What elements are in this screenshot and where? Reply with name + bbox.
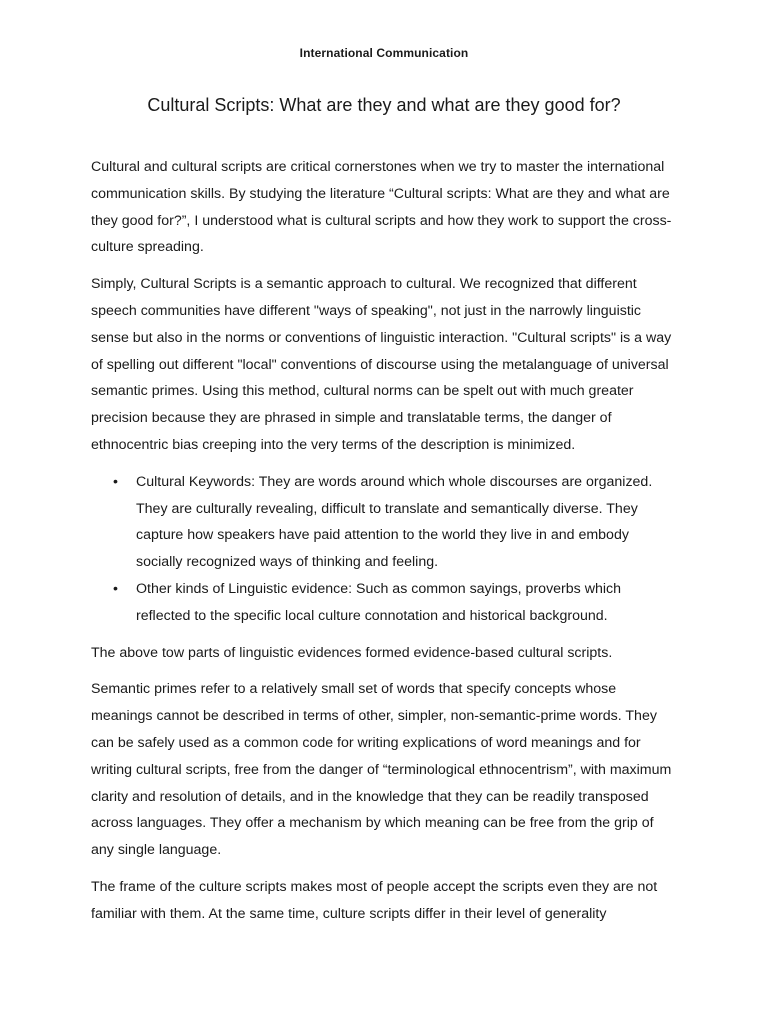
paragraph-semantic-primes: Semantic primes refer to a relatively small set of words that specify concepts whose meanings cannot be described in terms of other, simpler, non-semantic-prime words. They can be safely used as a common code for writing explications of word meanings and for writing cultural scripts, free from the danger of “terminological ethnocentrism”, with maximum clarity and resolution of details, and in the knowledge that they can be readily transposed across languages. They offer a mechanism by which meaning can be free from the grip of any single language. [91, 681, 672, 859]
paragraph-definition: Simply, Cultural Scripts is a semantic approach to cultural. We recognized that different speech communities have different "ways of speaking", not just in the narrowly linguistic sense but also in the norms or conventions of linguistic interaction. "Cultural scripts" is a way of spelling out different "local" conventions of discourse using the metalanguage of universal semantic primes. Using this method, cultural norms can be spelt out with much greater precision because they are phrased in simple and translatable terms, the danger of ethnocentric bias creeping into the very terms of the description is minimized. [91, 276, 672, 453]
paragraph-summary: The above tow parts of linguistic evidences formed evidence-based cultural scripts. [91, 644, 613, 661]
list-item-text: Other kinds of Linguistic evidence: Such as common sayings, proverbs which reflected to the specific local culture connotation and historical background. [136, 580, 621, 624]
running-header: International Communication [299, 46, 469, 60]
list-item-text: Cultural Keywords: They are words around which whole discourses are organized. They are culturally revealing, difficult to translate and semantically diverse. They capture how speakers have paid attention to the world they live in and embody socially recognized ways of thinking and feeling. [136, 473, 653, 571]
bullet-icon: • [113, 580, 118, 597]
bullet-list [91, 469, 679, 630]
document-title: Cultural Scripts: What are they and what are they good for? [147, 95, 621, 115]
list-item-cultural-keywords [113, 469, 679, 576]
list-item-linguistic-evidence [113, 576, 679, 630]
paragraph-intro: Cultural and cultural scripts are critical cornerstones when we try to master the international communication skills. By studying the literature “Cultural scripts: What are they and what are they good for?”, I understood what is cultural scripts and how they work to support the cross-culture spreading. [91, 159, 672, 256]
paragraph-frame: The frame of the culture scripts makes most of people accept the scripts even they are not familiar with them. At the same time, culture scripts differ in their level of generality [91, 878, 658, 922]
document-body [91, 154, 679, 938]
bullet-icon: • [113, 473, 118, 490]
